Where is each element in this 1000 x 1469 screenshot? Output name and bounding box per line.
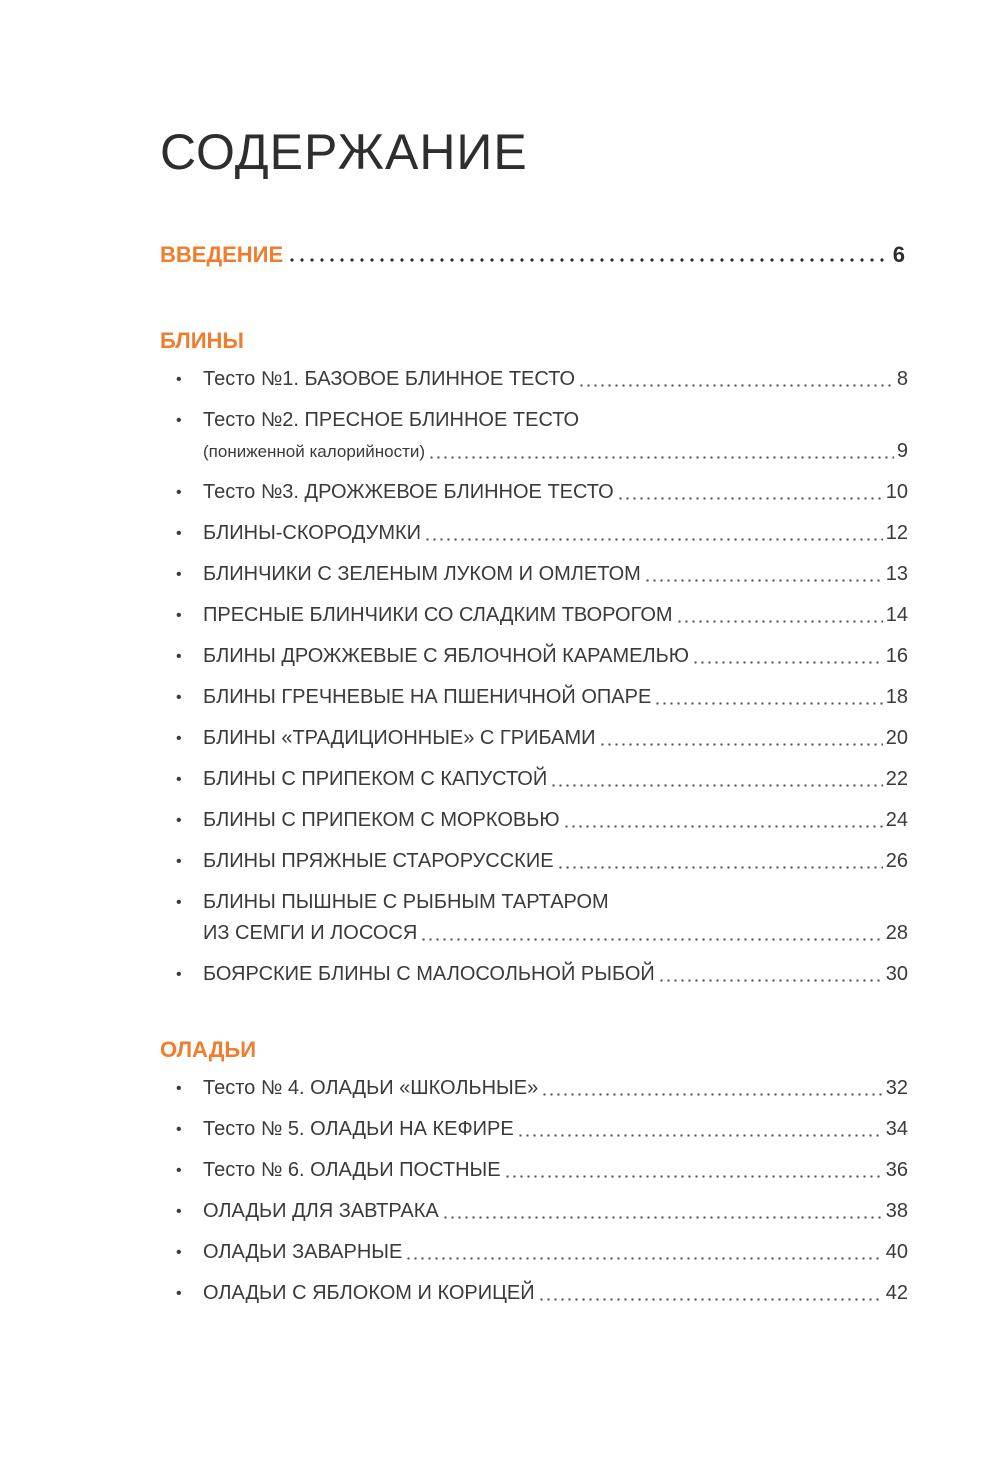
toc-entry[interactable] bbox=[176, 479, 908, 506]
toc-entry-page-number: 42 bbox=[885, 1282, 908, 1304]
dot-leader bbox=[538, 1298, 883, 1301]
toc-entry-page-number: 20 bbox=[885, 727, 908, 749]
dot-leader bbox=[428, 456, 894, 459]
dot-leader bbox=[442, 1216, 883, 1219]
dot-leader bbox=[550, 784, 883, 787]
toc-entry-title: Тесто № 4. ОЛАДЬИ «ШКОЛЬНЫЕ» bbox=[203, 1077, 539, 1099]
bullet-icon: • bbox=[176, 1121, 182, 1138]
toc-entry[interactable] bbox=[176, 1116, 908, 1143]
dot-leader bbox=[287, 258, 889, 262]
dot-leader bbox=[424, 538, 883, 541]
toc-entry[interactable] bbox=[176, 1198, 908, 1225]
toc-entry-page-number: 8 bbox=[896, 368, 908, 390]
toc-entry[interactable] bbox=[176, 366, 908, 393]
toc-list-bliny bbox=[176, 366, 908, 1002]
toc-entry[interactable] bbox=[176, 407, 908, 465]
toc-entry-page-number: 30 bbox=[885, 963, 908, 985]
toc-list-oladi bbox=[176, 1075, 908, 1321]
toc-entry[interactable] bbox=[176, 725, 908, 752]
bullet-icon: • bbox=[176, 812, 182, 829]
bullet-icon: • bbox=[176, 1203, 182, 1220]
dot-leader bbox=[405, 1257, 882, 1260]
dot-leader bbox=[563, 825, 883, 828]
toc-entry-title: БЛИНЫ ГРЕЧНЕВЫЕ НА ПШЕНИЧНОЙ ОПАРЕ bbox=[203, 686, 652, 708]
toc-entry-page-number: 14 bbox=[885, 604, 908, 626]
toc-entry-title: БЛИНЫ «ТРАДИЦИОННЫЕ» С ГРИБАМИ bbox=[203, 727, 596, 749]
toc-entry-title: Тесто №3. ДРОЖЖЕВОЕ БЛИННОЕ ТЕСТО bbox=[203, 481, 614, 503]
toc-entry-title: ОЛАДЬИ ЗАВАРНЫЕ bbox=[203, 1241, 403, 1263]
section-heading-bliny: БЛИНЫ bbox=[160, 328, 244, 353]
section-heading-oladi: ОЛАДЬИ bbox=[160, 1037, 257, 1062]
dot-leader bbox=[578, 384, 894, 387]
dot-leader bbox=[644, 579, 883, 582]
bullet-icon: • bbox=[176, 730, 182, 747]
toc-entry-page-number: 24 bbox=[885, 809, 908, 831]
dot-leader bbox=[599, 743, 883, 746]
bullet-icon: • bbox=[176, 607, 182, 624]
dot-leader bbox=[692, 661, 883, 664]
toc-entry-page-number: 13 bbox=[885, 563, 908, 585]
toc-entry-page-number: 28 bbox=[885, 922, 908, 944]
toc-entry-title: БЛИНЫ С ПРИПЕКОМ С КАПУСТОЙ bbox=[203, 768, 548, 790]
dot-leader bbox=[654, 702, 882, 705]
toc-entry-page-number: 18 bbox=[885, 686, 908, 708]
toc-entry-title: Тесто №1. БАЗОВОЕ БЛИННОЕ ТЕСТО bbox=[203, 368, 576, 390]
toc-entry-title: БЛИНЫ-СКОРОДУМКИ bbox=[203, 522, 422, 544]
bullet-icon: • bbox=[176, 1244, 182, 1261]
bullet-icon: • bbox=[176, 525, 182, 542]
introduction-page-number: 6 bbox=[892, 242, 905, 267]
toc-entry-title: ОЛАДЬИ С ЯБЛОКОМ И КОРИЦЕЙ bbox=[203, 1282, 535, 1304]
toc-entry[interactable] bbox=[176, 520, 908, 547]
toc-entry-title: ОЛАДЬИ ДЛЯ ЗАВТРАКА bbox=[203, 1200, 439, 1222]
toc-entry[interactable] bbox=[176, 602, 908, 629]
bullet-icon: • bbox=[176, 412, 182, 429]
bullet-icon: • bbox=[176, 566, 182, 583]
toc-entry-title: БЛИНЫ С ПРИПЕКОМ С МОРКОВЬЮ bbox=[203, 809, 560, 831]
toc-entry-title: БЛИНЫ ПРЯЖНЫЕ СТАРОРУССКИЕ bbox=[203, 850, 554, 872]
toc-entry[interactable] bbox=[176, 848, 908, 875]
bullet-icon: • bbox=[176, 1162, 182, 1179]
toc-entry[interactable] bbox=[176, 684, 908, 711]
bullet-icon: • bbox=[176, 371, 182, 388]
dot-leader bbox=[676, 620, 883, 623]
bullet-icon: • bbox=[176, 966, 182, 983]
dot-leader bbox=[541, 1093, 883, 1096]
page-title: СОДЕРЖАНИЕ bbox=[160, 124, 528, 180]
toc-entry-title: Тесто № 5. ОЛАДЬИ НА КЕФИРЕ bbox=[203, 1118, 514, 1140]
bullet-icon: • bbox=[176, 648, 182, 665]
toc-entry[interactable] bbox=[176, 1239, 908, 1266]
toc-entry-title: Тесто № 6. ОЛАДЬИ ПОСТНЫЕ bbox=[203, 1159, 501, 1181]
dot-leader bbox=[617, 497, 883, 500]
bullet-icon: • bbox=[176, 484, 182, 501]
toc-entry-introduction[interactable] bbox=[160, 242, 905, 268]
toc-entry-page-number: 34 bbox=[885, 1118, 908, 1140]
toc-entry-page-number: 40 bbox=[885, 1241, 908, 1263]
bullet-icon: • bbox=[176, 689, 182, 706]
toc-entry-page-number: 12 bbox=[885, 522, 908, 544]
toc-entry-title: ПРЕСНЫЕ БЛИНЧИКИ СО СЛАДКИМ ТВОРОГОМ bbox=[203, 604, 673, 626]
introduction-label: ВВЕДЕНИЕ bbox=[160, 242, 284, 267]
toc-entry-title: БЛИНЧИКИ С ЗЕЛЕНЫМ ЛУКОМ И ОМЛЕТОМ bbox=[203, 563, 641, 585]
toc-entry[interactable] bbox=[176, 889, 908, 947]
dot-leader bbox=[504, 1175, 883, 1178]
toc-entry[interactable] bbox=[176, 1280, 908, 1307]
toc-entry-page-number: 9 bbox=[896, 440, 908, 462]
toc-entry-page-number: 22 bbox=[885, 768, 908, 790]
toc-entry-title: БЛИНЫ ДРОЖЖЕВЫЕ С ЯБЛОЧНОЙ КАРАМЕЛЬЮ bbox=[203, 645, 689, 667]
toc-entry-title-line: Тесто №2. ПРЕСНОЕ БЛИННОЕ ТЕСТО bbox=[203, 409, 580, 431]
bullet-icon: • bbox=[176, 894, 182, 911]
toc-entry[interactable] bbox=[176, 1157, 908, 1184]
bullet-icon: • bbox=[176, 1285, 182, 1302]
bullet-icon: • bbox=[176, 1080, 182, 1097]
toc-entry[interactable] bbox=[176, 807, 908, 834]
bullet-icon: • bbox=[176, 771, 182, 788]
toc-entry[interactable] bbox=[176, 1075, 908, 1102]
toc-entry-page-number: 32 bbox=[885, 1077, 908, 1099]
toc-entry-page-number: 10 bbox=[885, 481, 908, 503]
toc-entry-title: ИЗ СЕМГИ И ЛОСОСЯ bbox=[203, 922, 418, 944]
dot-leader bbox=[557, 866, 883, 869]
toc-entry-page-number: 36 bbox=[885, 1159, 908, 1181]
dot-leader bbox=[420, 938, 882, 941]
toc-entry[interactable] bbox=[176, 961, 908, 988]
toc-entry-page-number: 26 bbox=[885, 850, 908, 872]
dot-leader bbox=[658, 979, 883, 982]
toc-entry-title: (пониженной калорийности) bbox=[203, 442, 426, 461]
toc-entry-title-line: БЛИНЫ ПЫШНЫЕ С РЫБНЫМ ТАРТАРОМ bbox=[203, 891, 609, 913]
toc-entry-title: БОЯРСКИЕ БЛИНЫ С МАЛОСОЛЬНОЙ РЫБОЙ bbox=[203, 963, 655, 985]
toc-entry[interactable] bbox=[176, 643, 908, 670]
toc-entry[interactable] bbox=[176, 561, 908, 588]
dot-leader bbox=[517, 1134, 883, 1137]
toc-entry-page-number: 38 bbox=[885, 1200, 908, 1222]
toc-entry[interactable] bbox=[176, 766, 908, 793]
bullet-icon: • bbox=[176, 853, 182, 870]
toc-entry-page-number: 16 bbox=[885, 645, 908, 667]
